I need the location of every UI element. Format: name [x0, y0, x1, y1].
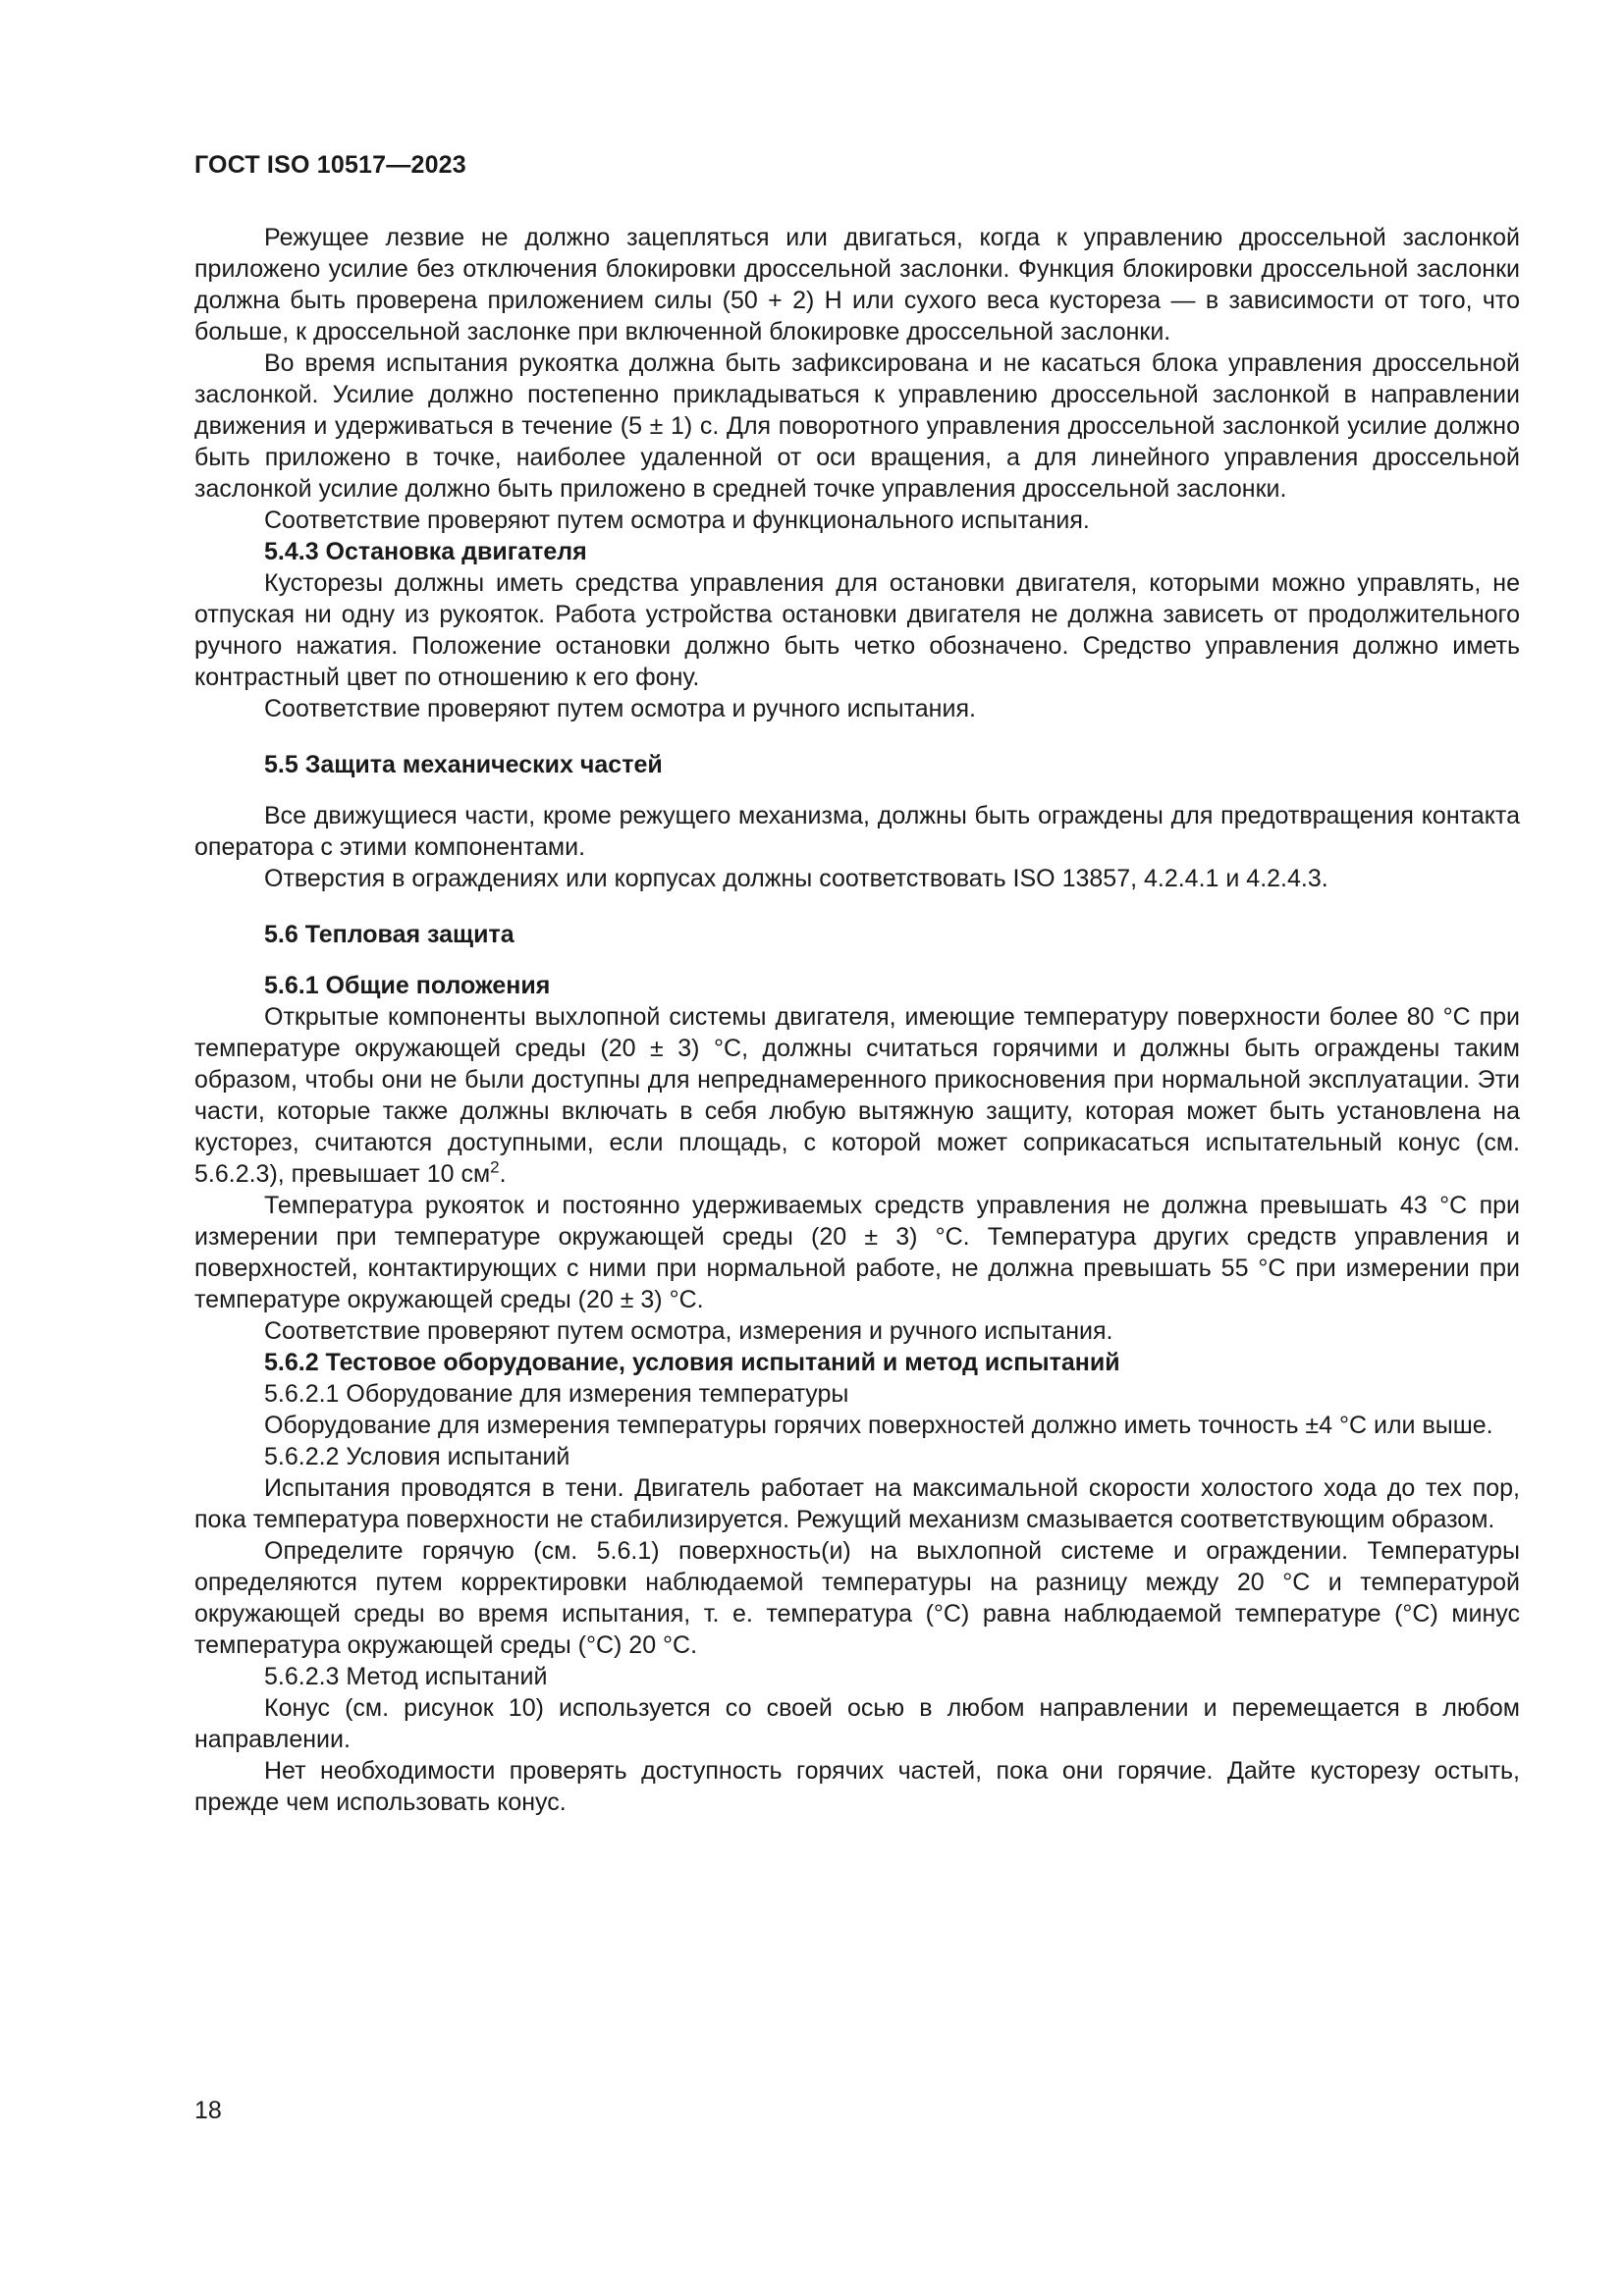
- paragraph-test-conditions: Испытания проводятся в тени. Двигатель работает на максимальной скорости холостого хода до тех пор, пока температура поверхности не стабилизируется. Режущий механизм смазывается соответствующим образом.: [194, 1474, 1520, 1533]
- heading-5-6-1: 5.6.1 Общие положения: [264, 972, 551, 999]
- heading-5-6-2: 5.6.2 Тестовое оборудование, условия испытаний и метод испытаний: [264, 1349, 1120, 1376]
- paragraph-exhaust-text: Открытые компоненты выхлопной системы двигателя, имеющие температуру поверхности более 80 °С при температуре окружающей среды (20 ± 3) °С, должны считаться горячими и должны быть ограждены таким образом, чтобы они не были доступны для непреднамеренного прикосновения при нормальной эксплуатации. Эти части, которые также должны включать в себя любую вытяжную защиту, которая может быть установлена на кусторез, считаются доступными, если площадь, с которой может соприкасаться испытательный конус (см. 5.6.2.3), превышает 10 см: [194, 1003, 1520, 1188]
- heading-5-6: 5.6 Тепловая защита: [264, 921, 514, 948]
- paragraph-cone-usage: Конус (см. рисунок 10) используется со своей осью в любом направлении и перемещается в любом направлении.: [194, 1694, 1520, 1753]
- subheading-5-6-2-3: 5.6.2.3 Метод испытаний: [264, 1663, 548, 1690]
- superscript-exponent: 2: [490, 1157, 500, 1177]
- document-header: ГОСТ ISO 10517—2023: [194, 151, 466, 179]
- heading-5-5: 5.5 Защита механических частей: [264, 751, 663, 778]
- paragraph-engine-stop: Кусторезы должны иметь средства управления для остановки двигателя, которыми можно управлять, не отпуская ни одну из рукояток. Работа устройства остановки двигателя не должна зависеть от продолжительного ручного нажатия. Положение остановки должно быть четко обозначено. Средство управления должно иметь контрастный цвет по отношению к его фону.: [194, 569, 1520, 691]
- heading-5-4-3: 5.4.3 Остановка двигателя: [264, 538, 587, 565]
- paragraph-compliance-measurement: Соответствие проверяют путем осмотра, измерения и ручного испытания.: [264, 1317, 1113, 1345]
- paragraph-exhaust-end: .: [499, 1160, 507, 1188]
- paragraph-compliance-functional: Соответствие проверяют путем осмотра и функционального испытания.: [264, 507, 1090, 534]
- paragraph-compliance-manual: Соответствие проверяют путем осмотра и ручного испытания.: [264, 695, 976, 722]
- page-number: 18: [194, 2097, 222, 2124]
- paragraph-throttle-test-procedure: Во время испытания рукоятка должна быть зафиксирована и не касаться блока управления дроссельной заслонкой. Усилие должно постепенно прикладываться к управлению дроссельной заслонкой в направлении движения и удерживаться в течение (5 ± 1) с. Для поворотного управления дроссельной заслонкой усилие должно быть приложено в точке, наиболее удаленной от оси вращения, а для линейного управления дроссельной заслонкой усилие должно быть приложено в средней точке управления дроссельной заслонки.: [194, 349, 1520, 503]
- page-body: [194, 222, 1520, 1818]
- paragraph-throttle-lockout: Режущее лезвие не должно зацепляться или двигаться, когда к управлению дроссельной заслонкой приложено усилие без отключения блокировки дроссельной заслонки. Функция блокировки дроссельной заслонки должна быть проверена приложением силы (50 + 2) Н или сухого веса кустореза — в зависимости от того, что больше, к дроссельной заслонке при включенной блокировке дроссельной заслонки.: [194, 224, 1520, 346]
- paragraph-guard-openings: Отверстия в ограждениях или корпусах должны соответствовать ISO 13857, 4.2.4.1 и 4.2.4.3.: [264, 865, 1328, 892]
- paragraph-handle-temperature: Температура рукояток и постоянно удерживаемых средств управления не должна превышать 43 °С при измерении при температуре окружающей среды (20 ± 3) °С. Температура других средств управления и поверхностей, контактирующих с ними при нормальной работе, не должна превышать 55 °С при измерении при температуре окружающей среды (20 ± 3) °С.: [194, 1192, 1520, 1313]
- paragraph-measurement-accuracy: Оборудование для измерения температуры горячих поверхностей должно иметь точность ±4 °С или выше.: [264, 1412, 1493, 1439]
- paragraph-temperature-correction: Определите горячую (см. 5.6.1) поверхность(и) на выхлопной системе и ограждении. Температуры определяются путем корректировки наблюдаемой температуры на разницу между 20 °С и температурой окружающей среды во время испытания, т. е. температура (°С) равна наблюдаемой температуре (°С) минус температура окружающей среды (°С) 20 °С.: [194, 1537, 1520, 1659]
- paragraph-exhaust-components: [194, 1001, 1520, 1190]
- paragraph-moving-parts: Все движущиеся части, кроме режущего механизма, должны быть ограждены для предотвращения контакта оператора с этими компонентами.: [194, 802, 1520, 861]
- subheading-5-6-2-2: 5.6.2.2 Условия испытаний: [264, 1443, 570, 1470]
- subheading-5-6-2-1: 5.6.2.1 Оборудование для измерения температуры: [264, 1380, 849, 1408]
- paragraph-cooling: Нет необходимости проверять доступность горячих частей, пока они горячие. Дайте кусторезу остыть, прежде чем использовать конус.: [194, 1757, 1520, 1816]
